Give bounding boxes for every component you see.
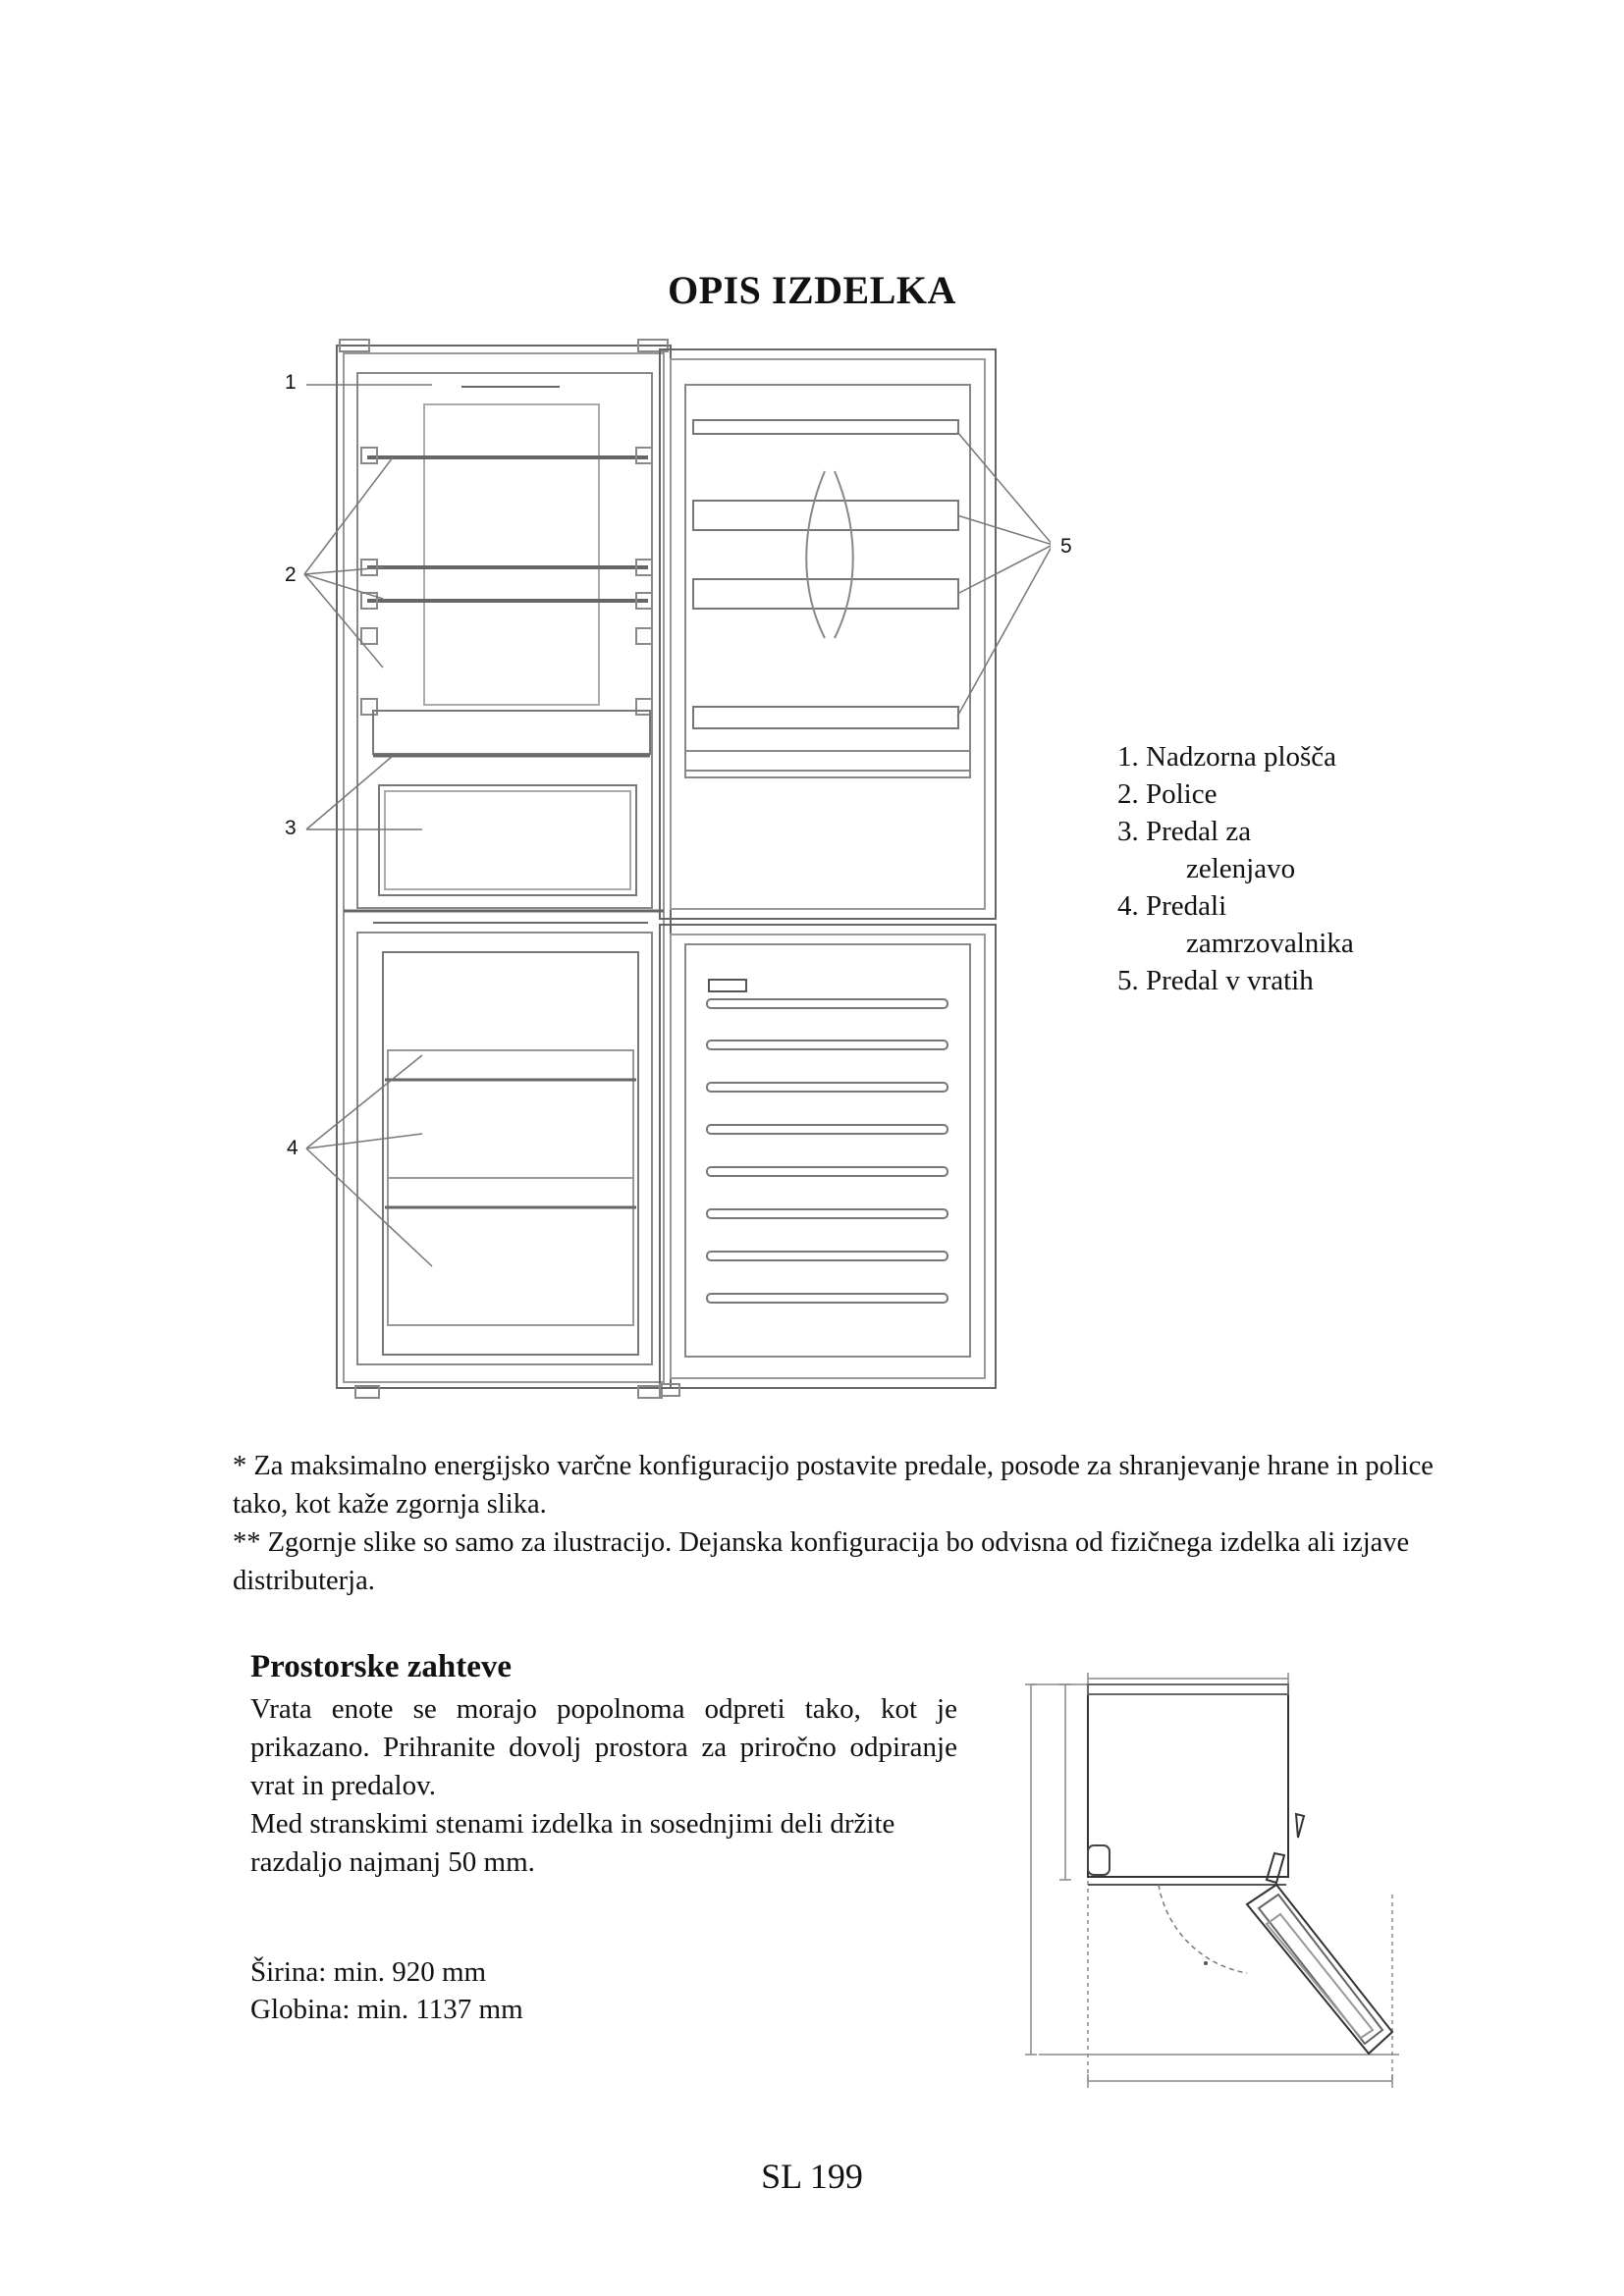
parts-legend bbox=[1117, 738, 1354, 999]
note-illustration: ** Zgornje slike so samo za ilustracijo. Dejanska konfiguracija bo odvisna od fizičnega izdelka ali izjave distributerja. bbox=[233, 1527, 1410, 1596]
space-paragraph-door: Vrata enote se morajo popolnoma odpreti tako, kot je prikazano. Prihranite dovolj prostora za priročno odpiranje vrat in predalov. bbox=[250, 1693, 957, 1801]
callout-2: 2 bbox=[285, 563, 297, 586]
legend-item: 4. Predali bbox=[1117, 890, 1227, 922]
legend-item: zamrzovalnika bbox=[1186, 928, 1354, 959]
callout-5: 5 bbox=[1060, 535, 1072, 558]
space-requirements-heading: Prostorske zahteve bbox=[250, 1649, 513, 1684]
width-requirement: Širina: min. 920 mm bbox=[250, 1956, 487, 1988]
callout-4: 4 bbox=[287, 1137, 298, 1159]
legend-item: zelenjavo bbox=[1186, 853, 1296, 884]
fridge-illustration bbox=[265, 334, 1051, 1423]
dimensions bbox=[250, 1953, 523, 2028]
legend-item: 2. Police bbox=[1117, 778, 1218, 810]
legend-item: 3. Predal za bbox=[1117, 816, 1252, 847]
legend-item: 5. Predal v vratih bbox=[1117, 965, 1314, 996]
legend-item: 1. Nadzorna plošča bbox=[1117, 741, 1337, 773]
top-view-diagram bbox=[1011, 1639, 1453, 2101]
depth-requirement: Globina: min. 1137 mm bbox=[250, 1994, 523, 2025]
space-paragraph-distance: Med stranskimi stenami izdelka in sosednjimi deli držite razdaljo najmanj 50 mm. bbox=[250, 1808, 895, 1878]
callout-3: 3 bbox=[285, 817, 297, 839]
callout-1: 1 bbox=[285, 371, 297, 394]
space-requirements-text bbox=[250, 1690, 957, 1882]
notes bbox=[233, 1447, 1470, 1600]
page-title: OPIS IZDELKA bbox=[668, 268, 956, 312]
note-energy: * Za maksimalno energijsko varčne konfiguracijo postavite predale, posode za shranjevanje hrane in police tako, kot kaže zgornja slika. bbox=[233, 1451, 1434, 1520]
page-number: SL 199 bbox=[761, 2157, 863, 2196]
